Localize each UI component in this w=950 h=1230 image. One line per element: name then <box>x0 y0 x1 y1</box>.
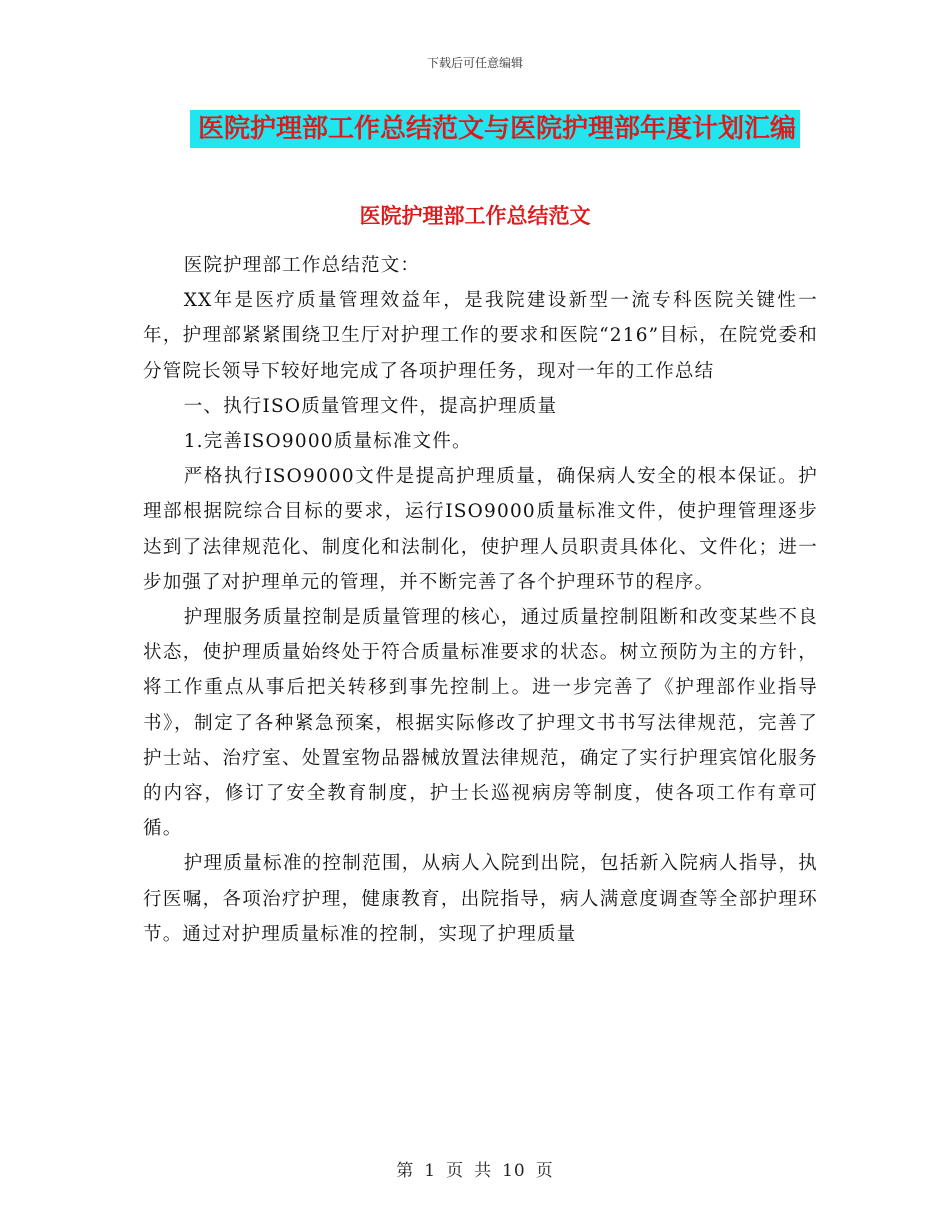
footer-page-current: 1 <box>424 1161 437 1181</box>
footer-prefix: 第 <box>396 1161 415 1181</box>
heading-subsection-1: 1.完善ISO9000质量标准文件。 <box>183 431 472 453</box>
page-footer <box>0 1156 950 1181</box>
paragraph-overview: XX年是医疗质量管理效益年，是我院建设新型一流专科医院关键性一年，护理部紧紧围绕卫生厅对护理工作的要求和医院“216”目标，在院党委和分管院长领导下较好地完成了各项护理任务，现对一年的工作总结 <box>143 290 818 382</box>
main-title-container <box>0 110 950 148</box>
paragraph-quality-standard: 护理质量标准的控制范围，从病人入院到出院，包括新入院病人指导，执行医嘱，各项治疗护理，健康教育，出院指导，病人满意度调查等全部护理环节。通过对护理质量标准的控制，实现了护理质量 <box>143 853 818 945</box>
header-note: 下载后可任意编辑 <box>426 56 523 70</box>
paragraph-intro: 医院护理部工作总结范文： <box>183 255 421 276</box>
section-title: 医院护理部工作总结范文 <box>359 204 591 228</box>
heading-section-1: 一、执行ISO质量管理文件，提高护理质量 <box>183 395 558 417</box>
document-body <box>143 248 818 952</box>
footer-page-total: 10 <box>502 1161 526 1181</box>
main-title: 医院护理部工作总结范文与医院护理部年度计划汇编 <box>190 110 800 148</box>
paragraph-quality-control: 护理服务质量控制是质量管理的核心，通过质量控制阻断和改变某些不良状态，使护理质量始终处于符合质量标准要求的状态。树立预防为主的方针，将工作重点从事后把关转移到事先控制上。进一步完善了《护理部作业指导书》，制定了各种紧急预案，根据实际修改了护理文书书写法律规范，完善了护士站、治疗室、处置室物品器械放置法律规范，确定了实行护理宾馆化服务的内容，修订了安全教育制度，护士长巡视病房等制度，使各项工作有章可循。 <box>143 607 818 840</box>
footer-page-word: 页 <box>446 1161 465 1181</box>
footer-total-prefix: 共 <box>474 1161 493 1181</box>
footer-suffix: 页 <box>535 1161 554 1181</box>
paragraph-iso: 严格执行ISO9000文件是提高护理质量，确保病人安全的根本保证。护理部根据院综合目标的要求，运行ISO9000质量标准文件，使护理管理逐步达到了法律规范化、制度化和法制化，使护理人员职责具体化、文件化；进一步加强了对护理单元的管理，并不断完善了各个护理环节的程序。 <box>143 466 818 593</box>
